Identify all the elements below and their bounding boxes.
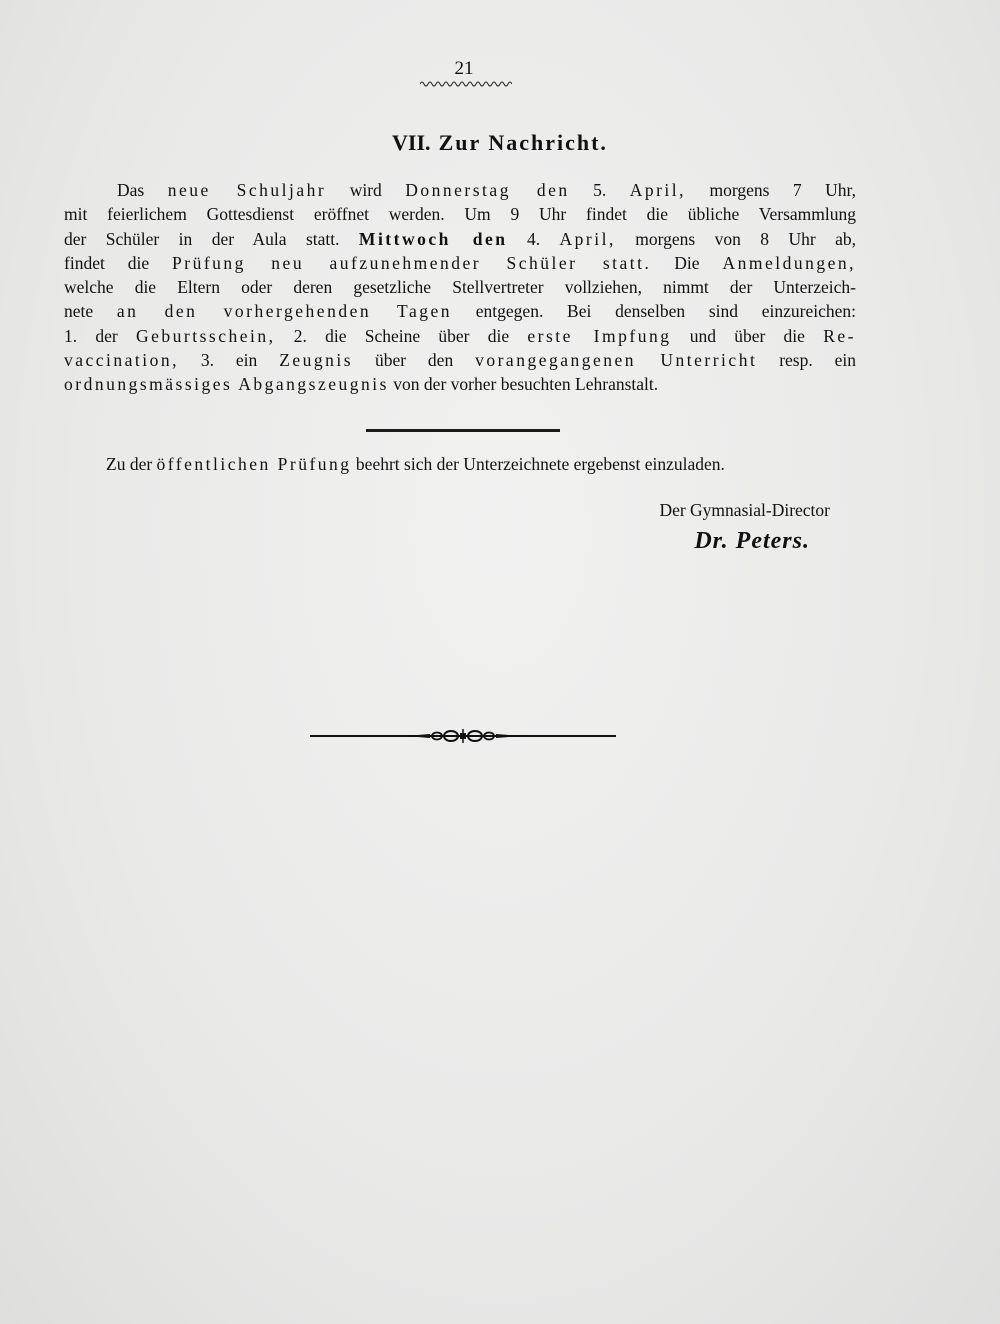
text-segment: 5. [569,180,630,200]
text-segment: Mittwoch den [358,228,508,249]
text-line [64,348,856,372]
text-segment: entgegen. Bei denselben sind einzureichen: [452,301,856,322]
text-line [64,299,856,323]
text-segment: Prüfung neu aufzunehmender Schüler statt. [172,252,652,273]
text-segment: erste Impfung [527,325,672,346]
signer-title: Der Gymnasial-Director [659,500,830,520]
text-segment: April, [559,228,616,249]
text-segment: Zu der [106,454,157,474]
text-segment: 4. [507,228,560,249]
text-segment: wird [326,180,406,200]
text-line [64,275,856,299]
text-segment: nete [64,301,117,322]
text-segment: Zeugnis [279,350,354,371]
text-segment: ordnungsmässiges Abgangszeugnis [64,374,389,395]
text-segment: April, [629,180,687,200]
section-title: Zur Nachricht. [438,130,608,155]
text-segment: 3. ein [179,350,280,371]
text-segment: vaccination, [64,350,180,371]
text-line [64,372,856,396]
text-segment: beehrt sich der Unterzeichnete ergebenst einzuladen. [351,454,725,474]
page-number: 21 [454,58,474,79]
text-segment: Die [651,252,723,273]
text-line [64,178,856,202]
text-segment: morgens von 8 Uhr ab, [615,228,857,249]
text-segment: Anmeldungen, [722,252,856,273]
text-segment: an den vorhergehenden Tagen [116,301,453,322]
text-line [64,251,856,275]
text-line [64,324,856,348]
text-segment: vorangegangenen Unterricht [475,350,758,371]
text-segment: und über die [671,325,824,346]
text-segment: resp. ein [757,350,856,371]
text-segment: Re- [823,325,856,346]
section-divider [366,429,560,432]
announcement-paragraph [64,178,856,397]
text-segment: 1. der [64,325,136,346]
invitation-sentence [106,454,856,475]
signer-name: Dr. Peters. [694,528,810,554]
section-number: VII. [392,130,431,155]
text-segment: der Schüler in der Aula statt. [64,228,359,249]
text-segment: morgens 7 Uhr, [686,180,857,200]
text-segment: neue Schuljahr [167,180,327,200]
text-segment: 2. die Scheine über die [275,325,528,346]
text-segment: Geburtsschein, [135,325,276,346]
text-segment: von der vorher besuchten Lehranstalt. [388,374,659,395]
text-segment: Donnerstag den [405,180,570,200]
text-segment: welche die Eltern oder deren gesetzliche Stellvertreter vollziehen, nimmt der Unterzeich- [64,277,856,298]
text-segment: über den [353,350,476,371]
text-line [64,202,856,226]
text-segment: öffentlichen Prüfung [156,454,352,474]
text-segment: Das [117,180,168,200]
end-flourish-ornament [310,726,616,746]
text-segment: findet die [64,252,173,273]
text-line [64,227,856,251]
text-segment: mit feierlichem Gottesdienst eröffnet werden. Um 9 Uhr findet die übliche Versammlung [64,204,856,225]
section-heading [300,130,700,156]
wavy-underline-ornament [420,80,512,88]
